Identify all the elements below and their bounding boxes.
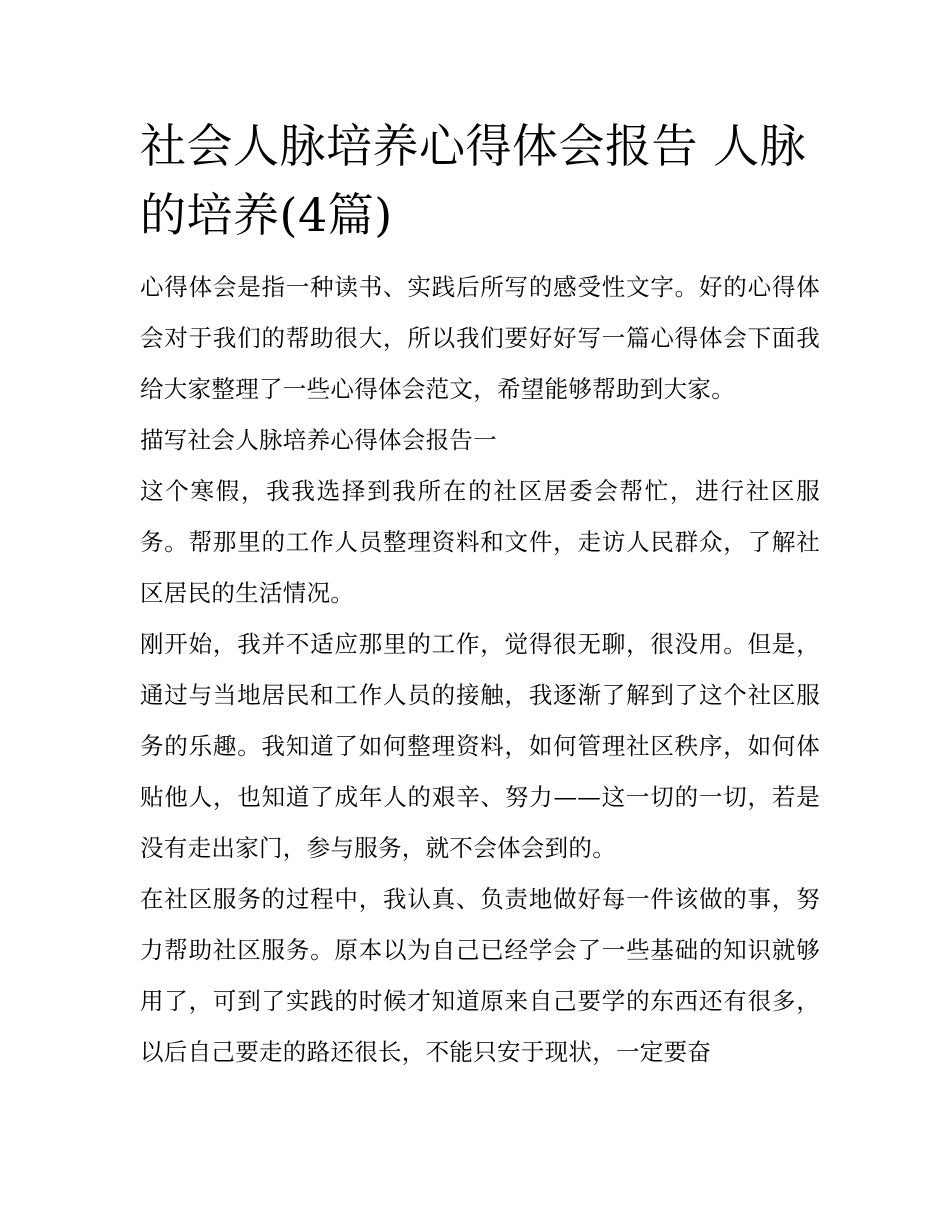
document-title: 社会人脉培养心得体会报告 人脉的培养(4篇)	[140, 119, 807, 242]
body-paragraph: 在社区服务的过程中，我认真、负责地做好每一件该做的事，努力帮助社区服务。原本以为自己已经学会了一些基础的知识就够用了，可到了实践的时候才知道原来自己要学的东西还有很多，以后自己要走的路还很长，不能只安于现状，一定要奋	[140, 885, 820, 1066]
intro-paragraph: 心得体会是指一种读书、实践后所写的感受性文字。好的心得体会对于我们的帮助很大，所以我们要好好写一篇心得体会下面我给大家整理了一些心得体会范文，希望能够帮助到大家。	[140, 273, 820, 403]
document-body	[140, 262, 820, 1078]
body-paragraph: 这个寒假，我我选择到我所在的社区居委会帮忙，进行社区服务。帮那里的工作人员整理资料和文件，走访人民群众，了解社区居民的生活情况。	[140, 477, 820, 607]
body-paragraph: 刚开始，我并不适应那里的工作，觉得很无聊，很没用。但是，通过与当地居民和工作人员的接触，我逐渐了解到了这个社区服务的乐趣。我知道了如何整理资料，如何管理社区秩序，如何体贴他人，也知道了成年人的艰辛、努力——这一切的一切，若是没有走出家门，参与服务，就不会体会到的。	[140, 630, 820, 862]
document-content	[140, 112, 820, 1078]
section-heading: 描写社会人脉培养心得体会报告一	[140, 426, 497, 454]
